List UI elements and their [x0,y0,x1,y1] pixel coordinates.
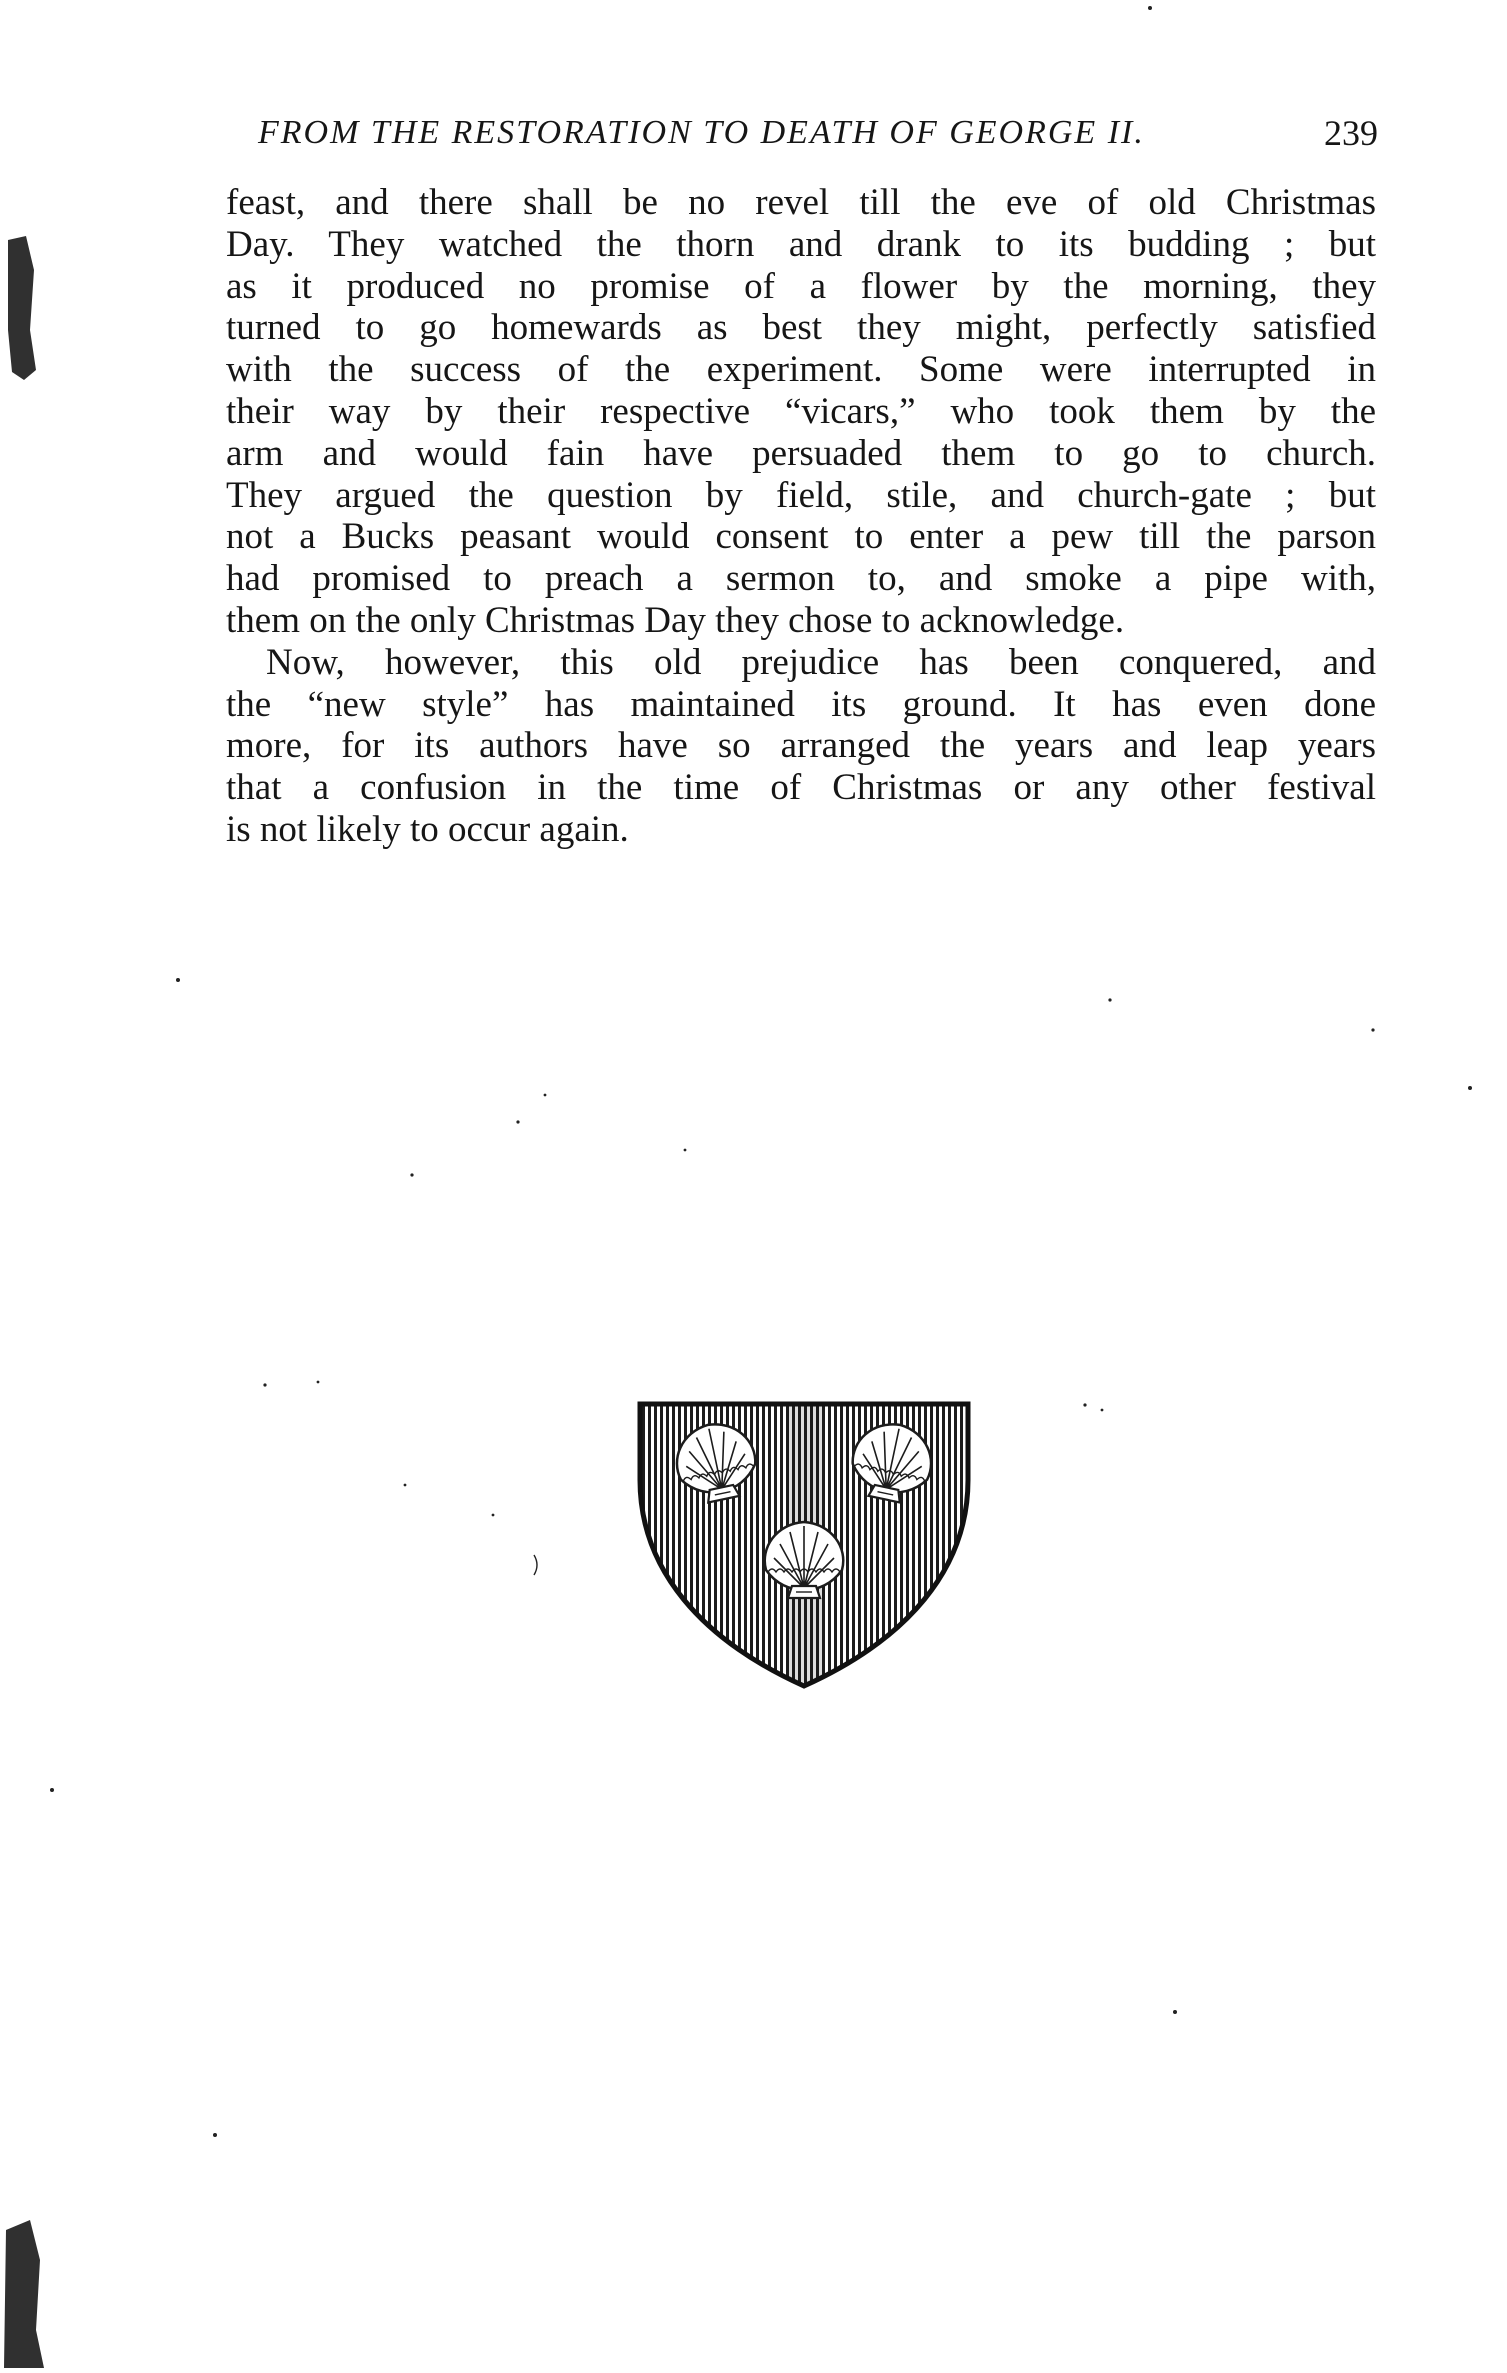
text-line: the “new style” has maintained its ground. It has even done [226,683,1376,725]
body-text [226,182,1376,851]
text-line: with the success of the experiment. Some were interrupted in [226,349,1376,391]
paragraph-2 [226,642,1376,851]
paragraph-1 [226,182,1376,642]
text-line: feast, and there shall be no revel till the eve of old Christmas [226,182,1376,223]
text-line: They argued the question by field, stile, and church-gate ; but [226,474,1376,516]
running-head [258,110,1378,156]
text-line: Now, however, this old prejudice has been conquered, and [266,641,1376,683]
text-line: Day. They watched the thorn and drank to its budding ; but [226,223,1376,265]
text-line: that a confusion in the time of Christmas or any other festival [226,767,1376,809]
text-line: turned to go homewards as best they might, perfectly satisfied [226,307,1376,349]
heraldic-shield-three-scallops-icon [636,1400,972,1690]
text-line: more, for its authors have so arranged the years and leap years [226,725,1376,767]
page-number: 239 [1324,113,1378,153]
text-line: their way by their respective “vicars,” who took them by the [226,390,1376,432]
running-head-title: FROM THE RESTORATION TO DEATH OF GEORGE II. [258,114,1145,151]
text-line: is not likely to occur again. [226,808,629,850]
text-line: had promised to preach a sermon to, and smoke a pipe with, [226,558,1376,600]
text-line: them on the only Christmas Day they chose to acknowledge. [226,599,1125,641]
text-line: as it produced no promise of a flower by the morning, they [226,265,1376,307]
text-line: arm and would fain have persuaded them to go to church. [226,432,1376,474]
text-line: not a Bucks peasant would consent to enter a pew till the parson [226,516,1376,558]
